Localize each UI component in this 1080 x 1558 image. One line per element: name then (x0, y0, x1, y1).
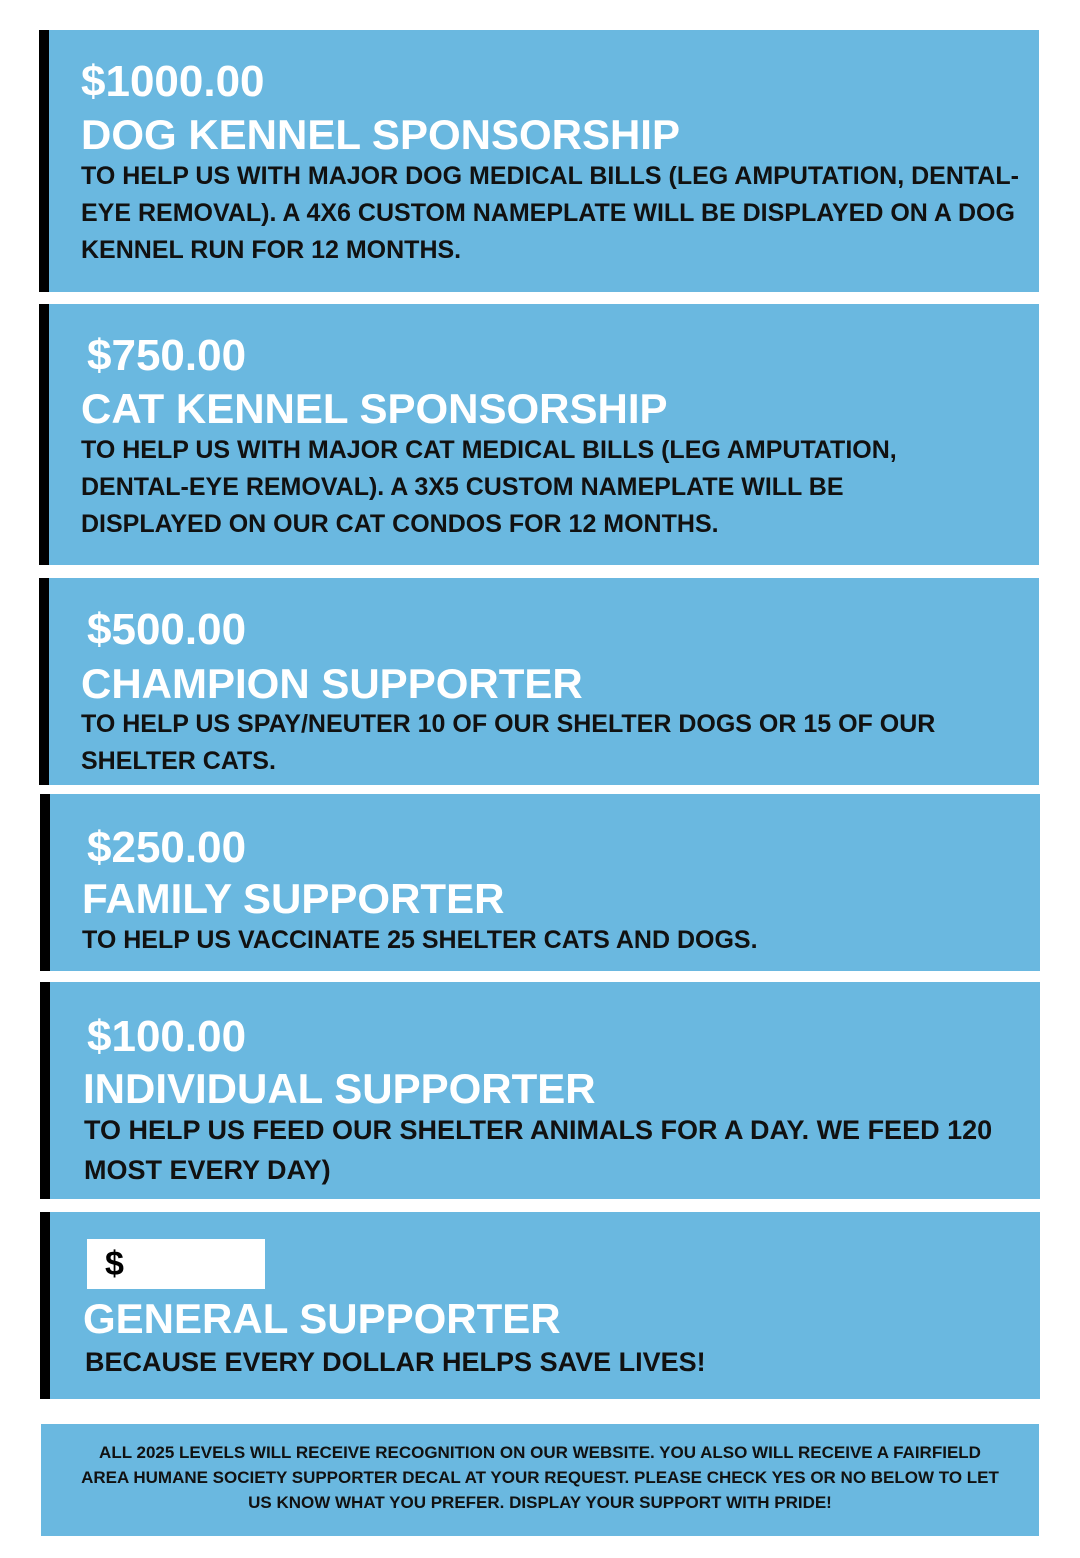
level-card-cat-kennel (39, 304, 1039, 565)
level-title: GENERAL SUPPORTER (83, 1295, 561, 1342)
level-title: DOG KENNEL SPONSORSHIP (81, 111, 680, 158)
level-card-individual (40, 982, 1040, 1199)
level-amount: $100.00 (87, 1012, 247, 1061)
level-amount: $500.00 (87, 605, 247, 654)
recognition-note (41, 1424, 1039, 1536)
level-title: FAMILY SUPPORTER (82, 875, 505, 922)
level-card-family (40, 794, 1040, 971)
level-title: CAT KENNEL SPONSORSHIP (81, 385, 668, 432)
level-card-general (40, 1212, 1040, 1399)
level-description: TO HELP US VACCINATE 25 SHELTER CATS AND DOGS. (82, 926, 758, 954)
level-card-dog-kennel (39, 30, 1039, 292)
level-description: BECAUSE EVERY DOLLAR HELPS SAVE LIVES! (85, 1347, 706, 1377)
level-title: INDIVIDUAL SUPPORTER (83, 1065, 596, 1112)
level-amount: $250.00 (87, 823, 247, 872)
dollar-sign: $ (105, 1245, 124, 1283)
recognition-note-text: ALL 2025 LEVELS WILL RECEIVE RECOGNITION ON OUR WEBSITE. YOU ALSO WILL RECEIVE A FAIRFIELD AREA HUMANE SOCIETY SUPPORTER DECAL AT YOUR REQUEST. PLEASE CHECK YES OR NO BELOW TO LET US KNOW WHAT YOU PREFER. DISPLAY YOUR SUPPORT WITH PRIDE! (81, 1443, 999, 1512)
level-description: TO HELP US SPAY/NEUTER 10 OF OUR SHELTER DOGS OR 15 OF OUR SHELTER CATS. (81, 710, 936, 775)
level-description: TO HELP US WITH MAJOR DOG MEDICAL BILLS (LEG AMPUTATION, DENTAL-EYE REMOVAL). A 4X6 CUSTOM NAMEPLATE WILL BE DISPLAYED ON A DOG KENNEL RUN FOR 12 MONTHS. (81, 162, 1019, 264)
level-description: TO HELP US FEED OUR SHELTER ANIMALS FOR A DAY. WE FEED 120 MOST EVERY DAY) (84, 1115, 993, 1185)
level-amount: $1000.00 (81, 57, 265, 106)
level-card-champion (39, 578, 1039, 785)
level-description: TO HELP US WITH MAJOR CAT MEDICAL BILLS (LEG AMPUTATION, DENTAL-EYE REMOVAL). A 3X5 CUSTOM NAMEPLATE WILL BE DISPLAYED ON OUR CAT CONDOS FOR 12 MONTHS. (81, 436, 897, 538)
level-amount: $750.00 (87, 331, 247, 380)
level-title: CHAMPION SUPPORTER (81, 660, 583, 707)
custom-amount-box[interactable] (87, 1239, 265, 1289)
